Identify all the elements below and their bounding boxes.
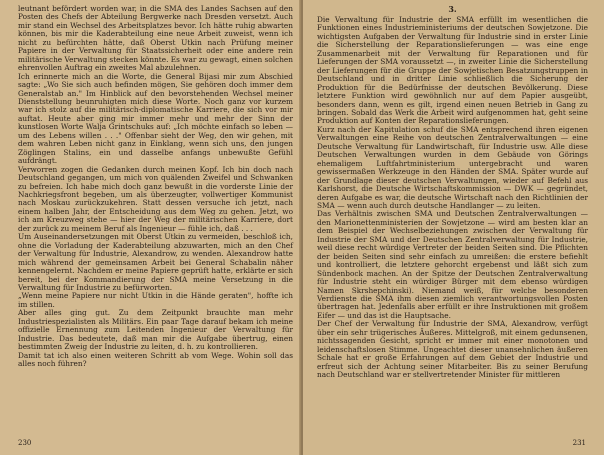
left-page-paragraph: „Wenn meine Papiere nur nicht Utkin in die Hände geraten", hoffte ich im stillen.	[18, 291, 293, 309]
right-page-paragraph: Das Verhältnis zwischen SMA und Deutschen Zentralverwaltungen — den Marionettenministerien der Sowjetzone — wird am besten klar an dem Beispiel der Wechselbeziehungen zwischen der Verwaltung für Industrie der SMA und der Deutschen Zentralverwaltung für Industrie, weil diese recht würdige Vertreter der beiden Seiten sind. Die Pflichten der beiden Seiten sind sehr einfach zu umreißen: die erstere befiehlt und kontrolliert, die letztere gehorcht ergebenst und läßt sich zum Sündenbock machen. An der Spitze der Deutschen Zentralverwaltung für Industrie steht ein würdiger Bürger mit dem ebenso würdigen Namen Skrshepchinski). Niemand weiß, für welche besonderen Verdienste die SMA ihm diesen ziemlich verantwortungsvollen Posten übertragen hat. Jedenfalls aber erfüllt er ihre Instruktionen mit großem Eifer — und das ist die Hauptsache.	[317, 209, 588, 320]
right-page-paragraph: Der Chef der Verwaltung für Industrie der SMA, Alexandrow, verfügt über ein sehr trügerisches Äußeres. Mittelgroß, mit einem gedunsenen, nichtssagenden Gesicht, spricht er immer mit einer monotonen und leidenschaftslosen Stimme. Ungeachtet dieser unansehnlichen äußeren Schale hat er große Erfahrungen auf dem Gebiet der Industrie und erfreut sich der Achtung seiner Mitarbeiter. Bis zu seiner Berufung nach Deutschland war er stellvertretender Minister für mittleren	[317, 319, 588, 380]
left-page-paragraph: Aber alles ging gut. Zu dem Zeitpunkt brauchte man mehr Industriespezialisten als Militärs. Ein paar Tage darauf bekam ich meine offizielle Ernennung zum Leitenden Ingenieur der Verwaltung für Industrie. Das bedeutete, daß man mir die Aufgabe übertrug, einen bestimmten Zweig der Industrie zu leiten, d. h. zu kontrollieren.	[18, 308, 293, 352]
left-page-text	[18, 5, 293, 368]
page-number-right: 231	[572, 439, 586, 447]
right-page-paragraph: Die Verwaltung für Industrie der SMA erfüllt im wesentlichen die Funktionen eines Industrieministeriums der deutschen Sowjetzone. Die wichtigsten Aufgaben der Verwaltung für Industrie sind in erster Linie die Sicherstellung der Reparationslieferungen — was eine enge Zusammenarbeit mit der Verwaltung für Reparationen und für Lieferungen der SMA voraussetzt —, in zweiter Linie die Sicherstellung der Lieferungen für die Gruppe der Sowjetischen Besatzungstruppen in Deutschland und in dritter Linie schließlich die Sicherung der Produktion für die Bedürfnisse der deutschen Bevölkerung. Diese letztere Funktion wird gewöhnlich nur auf dem Papier ausgeübt, besonders dann, wenn es gilt, irgend einen neuen Betrieb in Gang zu bringen. Sobald das Werk die Arbeit wird aufgenommen hat, geht seine Produktion auf Konten der Reparationslieferungen.	[317, 15, 588, 126]
right-page-paragraph: Kurz nach der Kapitulation schuf die SMA entsprechend ihren eigenen Verwaltungen eine Reihe von deutschen Zentralverwaltungen — eine Deutsche Verwaltung für Landwirtschaft, für Industrie usw. Alle diese Deutschen Verwaltungen wurden in dem Gebäude von Görings ehemaligem Luftfahrtministerium untergebracht und waren gewissermaßen Werkzeuge in den Händen der SMA. Später wurde auf der Grundlage dieser deutschen Verwaltungen, wieder auf Befehl aus Karlshorst, die Deutsche Wirtschaftskommission — DWK — gegründet, deren Aufgabe es war, die deutsche Wirtschaft nach den Richtlinien der SMA — wenn auch durch deutsche Handlanger — zu leiten.	[317, 124, 588, 210]
page-number-left: 230	[18, 439, 32, 447]
left-page-paragraph: Damit tat ich also einen weiteren Schritt ab vom Wege. Wohin soll das alles noch führen?	[18, 350, 293, 369]
right-page	[303, 0, 604, 455]
left-page-paragraph: Ich erinnerte mich an die Worte, die General Bijasi mir zum Abschied sagte: „Wo Sie sich auch befinden mögen, Sie gehören doch immer dem Generalstab an." Im Hinblick auf den bevorstehenden Wechsel meiner Dienststellung beunruhigten mich diese Worte. Noch ganz vor kurzem war ich stolz auf die militärisch-diplomatische Karriere, die sich vor mir auftat. Heute aber ging mir immer mehr und mehr der Sinn der kunstlosen Worte Walja Grintschuks auf: „Ich möchte einfach so leben — um des Lebens willen . . ." Offenbar sieht der Weg, den wir gehen, mit dem wahren Leben nicht ganz in Einklang, wenn sich uns, den jungen Zöglingen Stalins, ein und dasselbe anfangs unbewußte Gefühl aufdrängt.	[18, 71, 293, 166]
left-page-paragraph: leutnant befördert worden war, in die SMA des Landes Sachsen auf den Posten des Chefs der Abteilung Bergwerke nach Dresden versetzt. Auch mir stand ein Wechsel des Arbeitsplatzes bevor. Ich hätte ruhig abwarten können, bis mir die Kaderabteilung eine neue Arbeit zuweist, wenn ich nicht zu befürchten hätte, daß Oberst Utkin nach Prüfung meiner Papiere in der Verwaltung für Staatssicherheit oder eine andere rein militärische Verwaltung stecken könnte. Es war zu gewagt, einen solchen ehrenvollen Auftrag ein zweites Mal abzulehnen.	[18, 4, 293, 73]
right-page-text	[317, 16, 588, 379]
left-page	[0, 0, 301, 455]
left-page-paragraph: Verworren zogen die Gedanken durch meinen Kopf. Ich bin doch nach Deutschland gegangen, um mich von quälenden Zweifel und Schwanken zu befreien. Ich habe mich doch ganz bewußt in die vorderste Linie der Nachkriegsfront begeben, um als überzeugter, vollwertiger Kommunist nach Moskau zurückzukehren. Statt dessen versuche ich jetzt, nach einem halben Jahr, der Entscheidung aus dem Weg zu gehen. Jetzt, wo ich am Kreuzweg stehe — hier der Weg der militärischen Karriere, dort der zurück zu meinem Beruf als Ingenieur — fühle ich, daß . . .	[18, 164, 293, 233]
section-number: 3.	[448, 4, 457, 14]
left-page-paragraph: Um Auseinandersetzungen mit Oberst Utkin zu vermeiden, beschloß ich, ohne die Vorladung der Kaderabteilung abzuwarten, mich an den Chef der Verwaltung für Industrie, Alexandrow, zu wenden. Alexandrow hatte mich während der gemeinsamen Arbeit bei General Schabalin näher kennengelernt. Nachdem er meine Papiere geprüft hatte, erklärte er sich bereit, bei der Kommandierung der SMA meine Versetzung in die Verwaltung für Industrie zu befürworten.	[18, 232, 293, 292]
